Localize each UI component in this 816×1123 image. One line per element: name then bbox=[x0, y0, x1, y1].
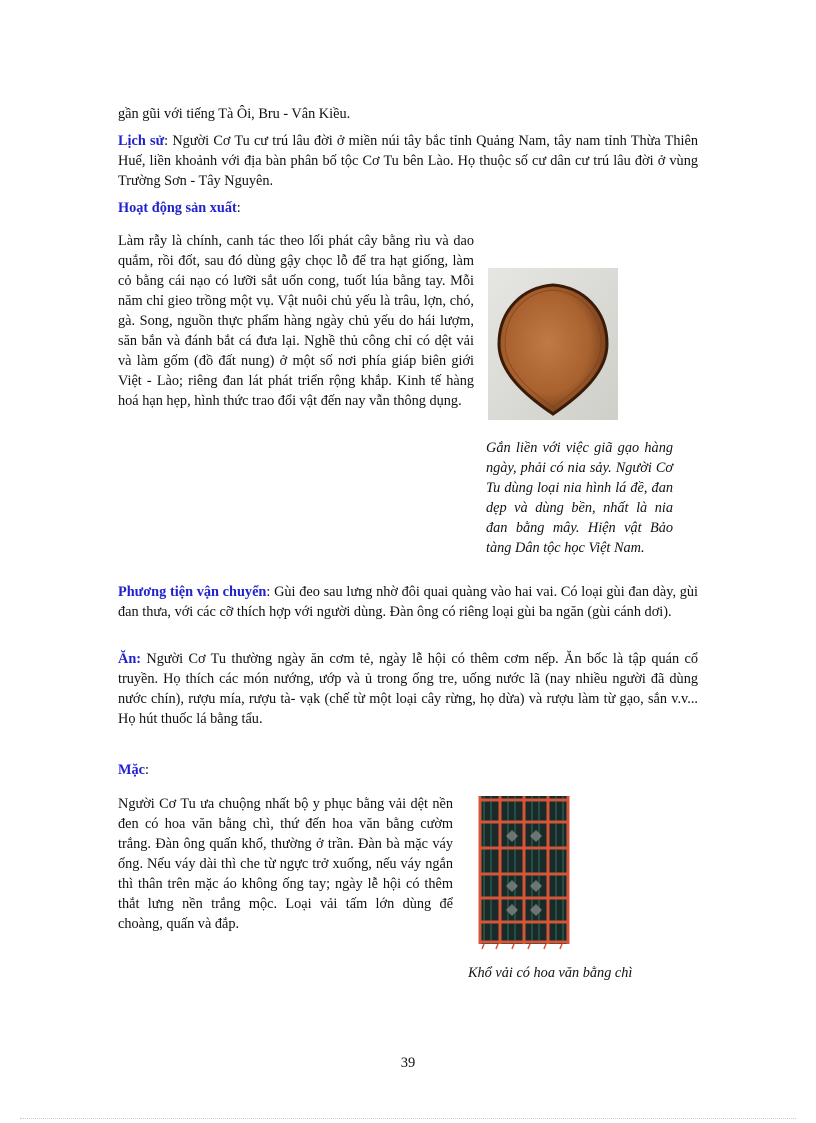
history-text: : Người Cơ Tu cư trú lâu đời ở miền núi tây bắc tỉnh Quảng Nam, tây nam tỉnh Thừa Thiên Huế, liền khoảnh với địa bàn phân bố tộc Cơ Tu bên Lào. Họ thuộc số cư dân cư trú lâu đời ở vùng Trường Sơn - Tây Nguyên. bbox=[118, 133, 699, 189]
winnowing-basket-icon bbox=[488, 268, 618, 420]
production-heading-label: Hoạt động sản xuất bbox=[118, 200, 237, 216]
transport-text: : Gùi đeo sau lưng nhờ đôi quai quàng vào hai vai. Có loại gùi đan dày, gùi đan thưa, với các cỡ thích hợp với người dùng. Đàn ông có riêng loại gùi ba ngăn (gùi cánh dơi). bbox=[118, 584, 698, 620]
basket-caption: Gắn liền với việc giã gạo hàng ngày, phải có nia sảy. Người Cơ Tu dùng loại nia hình lá đề, đan dẹp và dùng bền, nhất là nia đan bằng mây. Hiện vật Bảo tàng Dân tộc học Việt Nam. bbox=[486, 440, 673, 556]
transport-paragraph bbox=[118, 582, 698, 622]
woven-cloth-icon bbox=[474, 790, 574, 950]
history-paragraph bbox=[118, 131, 698, 191]
page-number: 39 bbox=[400, 1055, 416, 1071]
clothing-heading bbox=[118, 760, 318, 780]
production-heading bbox=[118, 198, 418, 218]
intro-line: gần gũi với tiếng Tà Ôi, Bru - Vân Kiều. bbox=[118, 106, 351, 122]
transport-label: Phương tiện vận chuyển bbox=[118, 584, 267, 600]
clothing-heading-suffix: : bbox=[145, 762, 149, 778]
clothing-heading-label: Mặc bbox=[118, 762, 145, 778]
history-label: Lịch sử bbox=[118, 133, 165, 149]
food-text: Người Cơ Tu thường ngày ăn cơm tẻ, ngày lễ hội có thêm cơm nếp. Ăn bốc là tập quán cổ truyền. Họ thích các món nướng, ướp và ủ trong ống tre, uống nước lã (nay nhiều người đã dùng nước chín), rượu mía, rượu tà- vạk (chế từ một loại cây rừng, họ dừa) và rượu làm từ gạo, sắn v.v... Họ hút thuốc lá bằng tẩu. bbox=[118, 651, 698, 727]
production-paragraph: Làm rẫy là chính, canh tác theo lối phát cây bằng rìu và dao quắm, rồi đốt, sau đó dùng gậy chọc lỗ để tra hạt giống, làm cỏ bằng cái nạo có lưỡi sắt uốn cong, tuốt lúa bằng tay. Mỗi năm chỉ gieo trồng một vụ. Vật nuôi chủ yếu là trâu, lợn, chó, gà. Song, nguồn thực phẩm hàng ngày chủ yếu do hái lượm, săn bắn và đánh bắt cá đưa lại. Nghề thủ công chỉ có dệt vải và làm gốm (đồ đất nung) ở một số nơi phía giáp biên giới Việt - Lào; riêng đan lát phát triển rộng khắp. Kinh tế hàng hoá hạn hẹp, hình thức trao đổi vật đến nay vẫn thông dụng. bbox=[118, 233, 474, 409]
winnowing-basket-image bbox=[488, 268, 618, 420]
clothing-paragraph: Người Cơ Tu ưa chuộng nhất bộ y phục bằng vải dệt nền đen có hoa văn bằng chì, thứ đến hoa văn bằng cườm trắng. Đàn ông quấn khố, thường ở trần. Đàn bà mặc váy ống. Nếu váy dài thì che từ ngực trở xuống, nếu váy ngắn thì thân trên mặc áo không ống tay; ngày lễ hội có thêm thắt lưng nền trắng mộc. Loại vải tấm lớn dùng để choàng, quấn và đắp. bbox=[118, 796, 453, 932]
food-paragraph bbox=[118, 649, 698, 729]
production-heading-suffix: : bbox=[236, 200, 241, 216]
page-bottom-divider bbox=[20, 1118, 796, 1119]
woven-cloth-image bbox=[474, 790, 574, 950]
food-label: Ăn: bbox=[118, 651, 142, 667]
cloth-caption: Khổ vải có hoa văn bằng chì bbox=[468, 965, 633, 981]
